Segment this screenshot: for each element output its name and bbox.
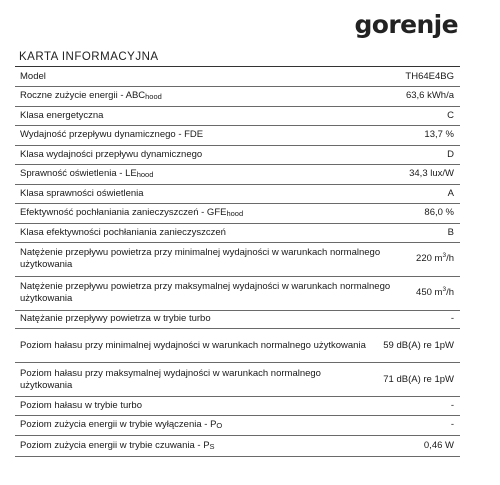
spec-row-fde-class: [15, 146, 460, 165]
row-value: 34,3 lux/W: [409, 168, 454, 180]
row-value: 59 dB(A) re 1pW: [383, 339, 454, 351]
row-value: TH64E4BG: [405, 70, 454, 82]
row-value: 63,6 kWh/a: [405, 90, 454, 102]
row-label: Poziom hałasu przy maksymalnej wydajności w warunkach normalnego użytkowania: [20, 367, 321, 391]
spec-row-power-standby: [15, 436, 460, 456]
row-label: Sprawność oświetlenia - $LE_{hood}$: [20, 168, 154, 180]
row-label: Natężanie przepływy powietrza w trybie turbo: [20, 313, 211, 325]
row-value: 450 $m^3/h$: [416, 286, 454, 299]
spec-row-fde: [15, 126, 460, 146]
row-value: 86,0 %: [424, 207, 454, 219]
row-label: Poziom hałasu w trybie turbo: [20, 399, 142, 411]
row-label: Klasa efektywności pochłaniania zanieczyszczeń: [20, 226, 226, 238]
row-value: -: [450, 399, 454, 411]
spec-row-noise-max: [15, 363, 460, 397]
row-label: Poziom hałasu przy minimalnej wydajności w warunkach normalnego użytkowania: [20, 339, 366, 351]
spec-row-lighting-efficiency: [15, 165, 460, 185]
spec-row-noise-turbo: [15, 397, 460, 416]
spec-row-lighting-class: [15, 185, 460, 204]
row-label: Efektywność pochłaniania zanieczyszczeń - $GFE_{hood}$: [20, 207, 244, 219]
row-value: D: [447, 148, 454, 160]
spec-row-airflow-turbo: [15, 311, 460, 330]
row-value: 71 dB(A) re 1pW: [383, 373, 454, 385]
row-label: Klasa wydajności przepływu dynamicznego: [20, 148, 203, 160]
spec-row-gfe: [15, 204, 460, 224]
spec-row-power-off: [15, 416, 460, 436]
spec-row-airflow-min: [15, 243, 460, 277]
brand-logo: gorenje: [354, 10, 458, 39]
row-value: A: [447, 187, 454, 199]
row-label: Model: [20, 70, 46, 82]
row-label: Natężenie przepływu powietrza przy maksymalnej wydajności w warunkach normalnego użytkowania: [20, 281, 391, 305]
row-label: Poziom zużycia energii w trybie wyłączenia - $P_O$: [20, 419, 223, 431]
row-value: C: [447, 109, 454, 121]
row-label: Roczne zużycie energii - $ABC_{hood}$: [20, 90, 162, 102]
spec-row-model: [15, 68, 460, 87]
spec-table: [15, 68, 460, 457]
row-label: Klasa energetyczna: [20, 109, 104, 121]
row-value: 13,7 %: [424, 129, 454, 141]
row-label: Wydajność przepływu dynamicznego - FDE: [20, 129, 204, 141]
document-title: KARTA INFORMACYJNA: [19, 51, 159, 63]
spec-row-airflow-max: [15, 277, 460, 311]
row-label: Poziom zużycia energii w trybie czuwania - $P_S$: [20, 439, 215, 451]
row-value: B: [447, 226, 454, 238]
spec-row-energy-class: [15, 107, 460, 126]
spec-row-noise-min: [15, 329, 460, 363]
row-value: -: [450, 419, 454, 431]
title-divider: [15, 66, 460, 67]
row-value: -: [450, 313, 454, 325]
spec-row-gfe-class: [15, 224, 460, 243]
spec-row-annual-energy: [15, 87, 460, 107]
row-label: Natężenie przepływu powietrza przy minimalnej wydajności w warunkach normalnego użytkowania: [20, 247, 381, 271]
row-value: 0,46 W: [423, 439, 454, 451]
row-label: Klasa sprawności oświetlenia: [20, 187, 144, 199]
row-value: 220 $m^3/h$: [416, 252, 454, 265]
